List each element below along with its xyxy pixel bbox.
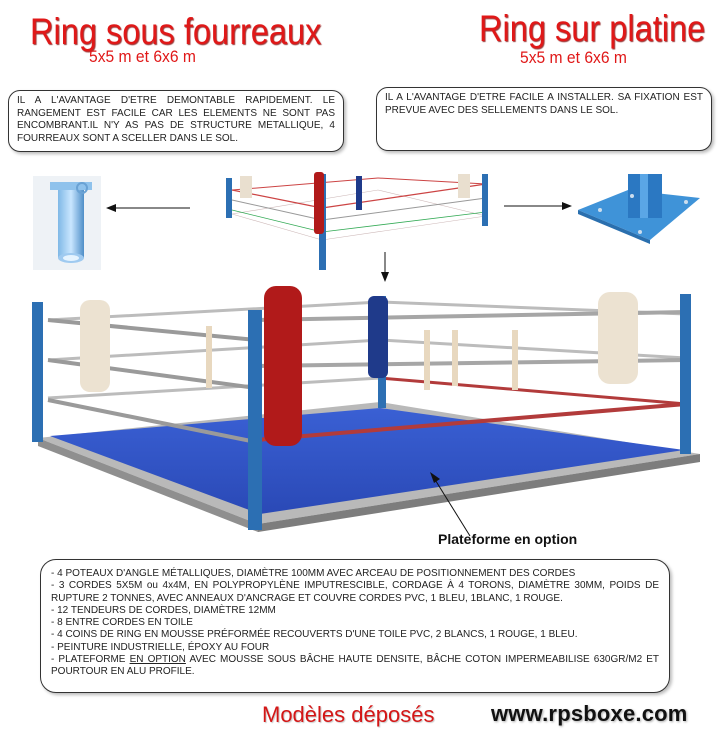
sleeve-detail-image <box>33 176 101 270</box>
base-plate-detail-image <box>578 174 700 244</box>
right-subtitle: 5x5 m et 6x6 m <box>520 48 627 67</box>
spec-line: - 4 POTEAUX D'ANGLE MÉTALLIQUES, DIAMÈTRE 100MM AVEC ARCEAU DE POSITIONNEMENT DES CORDES <box>51 568 576 579</box>
right-title: Ring sur platine <box>479 8 706 49</box>
spec-line: - PEINTURE INDUSTRIELLE, ÉPOXY AU FOUR <box>51 641 270 653</box>
spec-line: - 4 COINS DE RING EN MOUSSE PRÉFORMÉE RECOUVERTS D'UNE TOILE PVC, 2 BLANCS, 1 ROUGE, 1 BLEU. <box>51 629 578 641</box>
left-description: IL A L'AVANTAGE D'ETRE DEMONTABLE RAPIDEMENT. LE RANGEMENT EST FACILE CAR LES ELEMENTS NE SONT PAS ENCOMBRANT.IL N'Y AS PAS DE STRUCTURE METALLIQUE, 4 FOURREAUX SONT A SCELLER DANS LE SOL. <box>17 95 335 144</box>
left-description-box <box>8 90 344 152</box>
right-description: IL A L'AVANTAGE D'ETRE FACILE A INSTALLER. SA FIXATION EST PREVUE AVEC DES SELLEMENTS DANS LE SOL. <box>385 92 703 116</box>
specifications-box <box>40 559 670 693</box>
spec-text: - PLATEFORME <box>51 654 130 666</box>
large-ring-image <box>32 286 700 532</box>
right-description-box <box>376 87 712 151</box>
spec-line <box>51 654 659 679</box>
left-subtitle: 5x5 m et 6x6 m <box>89 47 196 66</box>
spec-line: - 3 CORDES 5X5M ou 4x4M, EN POLYPROPYLÈNE IMPUTRESCIBLE, CORDAGE À 4 TORONS, DIAMÈTRE 30MM, POIDS DE RUPTURE 2 TONNES, AVEC ANNEAUX D'ANCRAGE ET COUVRE CORDES PVC, 1 BLEU, 1BLANC, 1 ROUGE. <box>51 580 659 604</box>
left-title: Ring sous fourreaux <box>30 11 322 52</box>
small-ring-image <box>226 172 488 270</box>
spec-line: - 12 TENDEURS DE CORDES, DIAMÈTRE 12MM <box>51 604 276 616</box>
spec-option-text: EN OPTION <box>129 654 186 666</box>
spec-line: - 8 ENTRE CORDES EN TOILE <box>51 617 193 629</box>
ring-illustration <box>0 160 720 540</box>
registered-models: Modèles déposés <box>262 702 435 727</box>
website-link[interactable]: www.rpsboxe.com <box>491 701 688 726</box>
platform-caption: Plateforme en option <box>438 531 578 547</box>
spec-text: AVEC MOUSSE SOUS BÂCHE HAUTE DENSITE, BÂCHE COTON IMPERMEABILISE 630GR/M2 ET POURTOUR EN ALU PROFILE. <box>51 654 660 678</box>
